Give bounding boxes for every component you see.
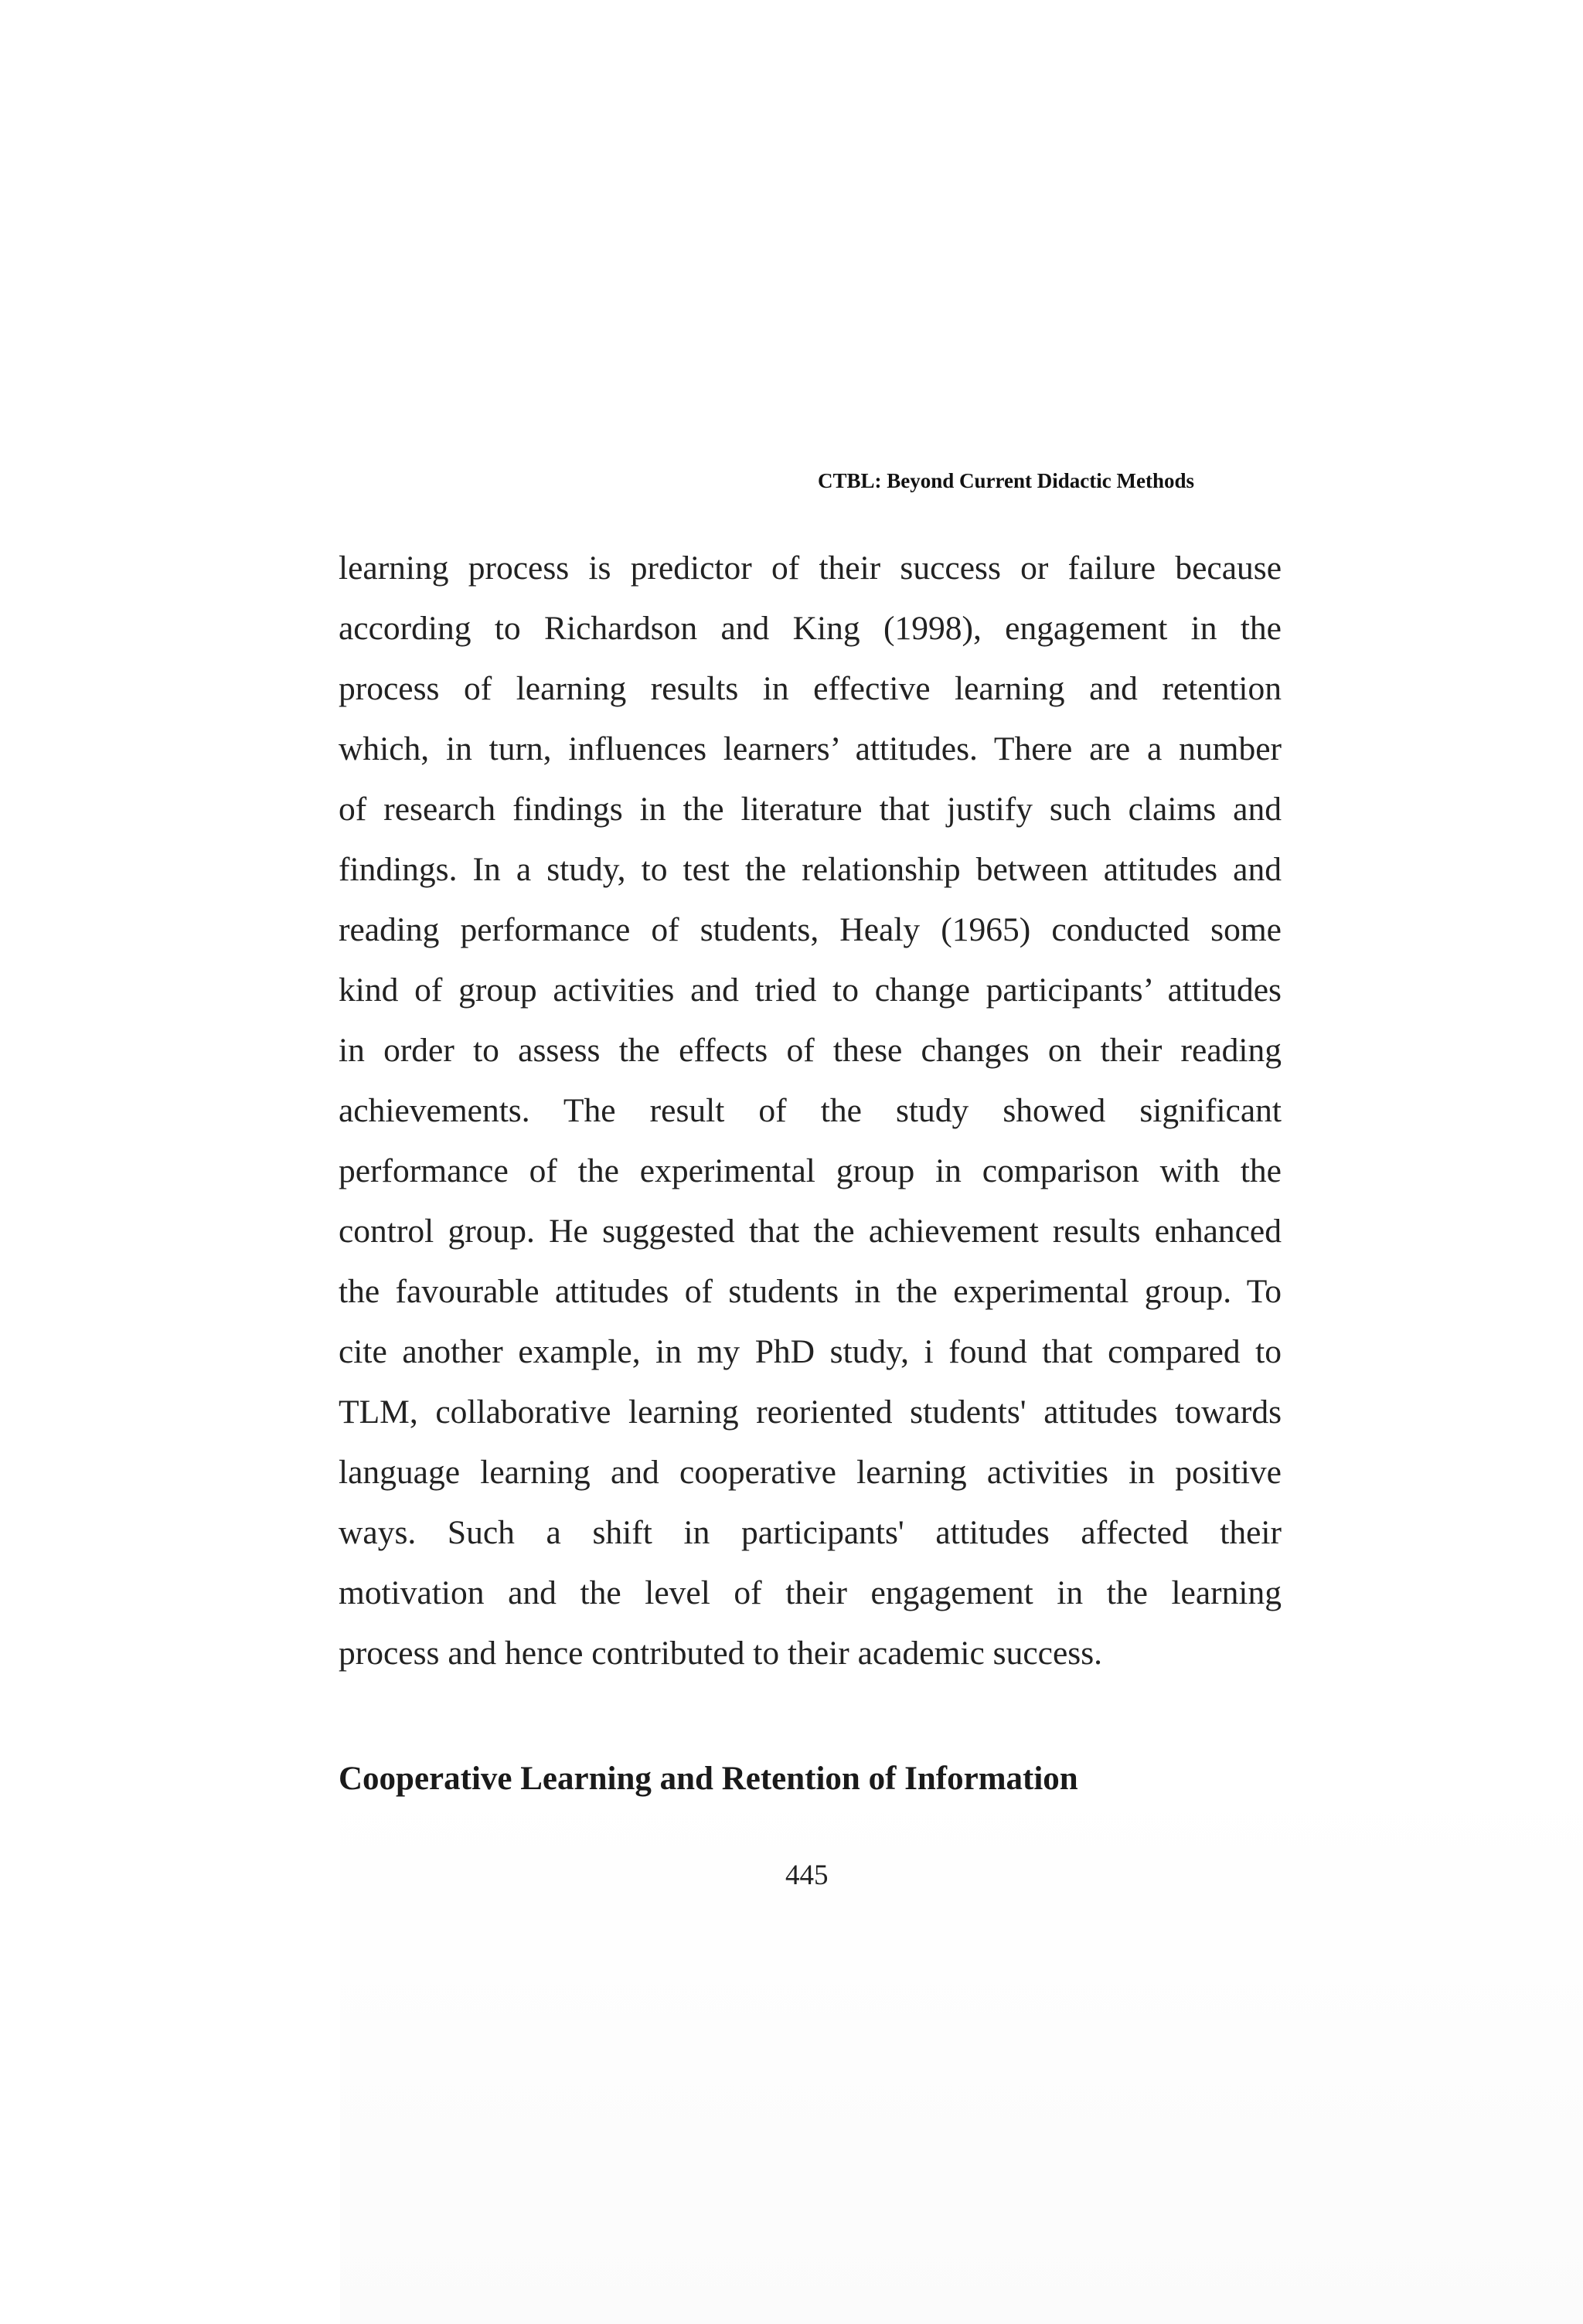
text-line: which, in turn, influences learners’ attitudes. There are a number <box>339 730 1282 767</box>
text-line: process of learning results in effective learning and retention <box>339 670 1282 707</box>
text-line: TLM, collaborative learning reoriented students' attitudes towards <box>339 1393 1282 1431</box>
section-heading: Cooperative Learning and Retention of Information <box>339 1761 1078 1797</box>
text-line: of research findings in the literature that justify such claims and <box>339 791 1282 828</box>
text-line: reading performance of students, Healy (1965) conducted some <box>339 911 1282 948</box>
page-number: 445 <box>785 1860 829 1891</box>
text-line: ways. Such a shift in participants' attitudes affected their <box>339 1514 1282 1551</box>
text-line: performance of the experimental group in comparison with the <box>339 1152 1282 1189</box>
text-line: in order to assess the effects of these changes on their reading <box>339 1032 1282 1069</box>
body-paragraph <box>339 538 1282 1683</box>
text-line: the favourable attitudes of students in the experimental group. To <box>339 1273 1282 1310</box>
text-line: control group. He suggested that the achievement results enhanced <box>339 1213 1282 1250</box>
page-background-shade <box>340 1778 1583 2324</box>
text-line: achievements. The result of the study showed significant <box>339 1092 1282 1129</box>
text-line: according to Richardson and King (1998), engagement in the <box>339 610 1282 647</box>
text-line: findings. In a study, to test the relationship between attitudes and <box>339 851 1282 888</box>
text-line: motivation and the level of their engagement in the learning <box>339 1574 1282 1611</box>
text-line: kind of group activities and tried to change participants’ attitudes <box>339 971 1282 1009</box>
running-header: CTBL: Beyond Current Didactic Methods <box>818 469 1195 492</box>
text-line-last: process and hence contributed to their academic success. <box>339 1635 1103 1672</box>
text-line: cite another example, in my PhD study, i found that compared to <box>339 1333 1282 1370</box>
text-line: language learning and cooperative learning activities in positive <box>339 1454 1282 1491</box>
text-line: learning process is predictor of their success or failure because <box>339 550 1282 587</box>
